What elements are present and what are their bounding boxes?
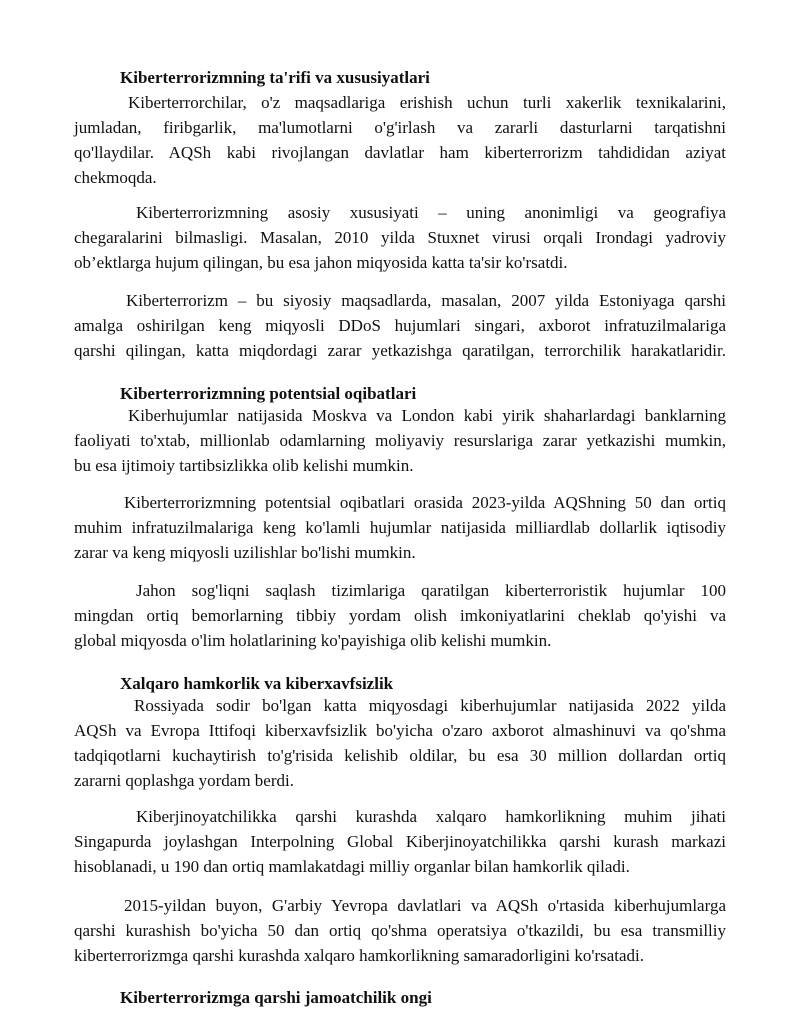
text-line: Kiberjinoyatchilikka qarshi kurashda xalqaro hamkorlikning muhim jihati <box>136 807 726 826</box>
section-heading: Xalqaro hamkorlik va kiberxavfsizlik <box>120 674 394 693</box>
text-line: muhim infratuzilmalariga keng ko'lamli hujumlar natijasida milliardlab dollarlik iqtisodiy <box>74 518 726 537</box>
text-line: mingdan ortiq bemorlarning tibbiy yordam olish imkoniyatlarini cheklab qo'yishi va <box>74 606 726 625</box>
text-line: global miqyosda o'lim holatlarining ko'payishiga olib kelishi mumkin. <box>74 631 552 650</box>
text-line: kiberterrorizmga qarshi kurashda xalqaro hamkorlikning samaradorligini ko'rsatadi. <box>74 946 645 965</box>
text-line: Kiberterrorchilar, o'z maqsadlariga erishish uchun turli xakerlik texnikalarini, <box>128 93 726 112</box>
paragraph <box>74 200 726 275</box>
text-line: ob’ektlarga hujum qilingan, bu esa jahon miqyosida katta ta'sir ko'rsatdi. <box>74 253 568 272</box>
text-line: Jahon sog'liqni saqlash tizimlariga qaratilgan kiberterroristik hujumlar 100 <box>136 581 726 600</box>
section-heading: Kiberterrorizmning potentsial oqibatlari <box>120 384 417 403</box>
text-line: Singapurda joylashgan Interpolning Global Kiberjinoyatchilikka qarshi kurash markazi <box>74 832 726 851</box>
paragraph <box>74 804 726 879</box>
text-line: Kiberterrorizm – bu siyosiy maqsadlarda, masalan, 2007 yilda Estoniyaga qarshi <box>126 291 726 310</box>
text-line: zararni qoplashga yordam berdi. <box>74 771 294 790</box>
text-line: Kiberterrorizmning potentsial oqibatlari orasida 2023-yilda AQShning 50 dan ortiq <box>124 493 726 512</box>
text-line: faoliyati to'xtab, millionlab odamlarning moliyaviy resurslariga zarar yetkazishi mumkin, <box>74 431 726 450</box>
text-line: qarshi kurashish bo'yicha 50 dan ortiq qo'shma operatsiya o'tkazildi, bu esa transmilliy <box>74 921 726 940</box>
text-line: chekmoqda. <box>74 168 157 187</box>
paragraph <box>74 893 726 968</box>
text-line: 2015-yildan buyon, G'arbiy Yevropa davlatlari va AQSh o'rtasida kiberhujumlarga <box>124 896 726 915</box>
text-line: amalga oshirilgan keng miqyosli DDoS hujumlari singari, axborot infratuzilmalariga <box>74 316 726 335</box>
text-line: qarshi qilingan, katta miqdordagi zarar yetkazishga qaratilgan, terrorchilik harakatlaridir. <box>74 341 726 360</box>
text-line: qo'llaydilar. AQSh kabi rivojlangan davlatlar ham kiberterrorizm tahdididan aziyat <box>74 143 726 162</box>
text-line: bu esa ijtimoiy tartibsizlikka olib kelishi mumkin. <box>74 456 414 475</box>
text-line: AQSh va Evropa Ittifoqi kiberxavfsizlik bo'yicha o'zaro axborot almashinuvi va qo'shma <box>74 721 726 740</box>
paragraph <box>74 90 726 190</box>
section-heading: Kiberterrorizmning ta'rifi va xususiyatlari <box>120 68 430 87</box>
text-line: hisoblanadi, u 190 dan ortiq mamlakatdagi milliy organlar bilan hamkorlik qiladi. <box>74 857 630 876</box>
paragraph <box>74 490 726 565</box>
paragraph <box>74 288 726 363</box>
paragraph <box>74 578 726 653</box>
section-heading: Kiberterrorizmga qarshi jamoatchilik ongi <box>120 988 432 1007</box>
text-line: Rossiyada sodir bo'lgan katta miqyosdagi kiberhujumlar natijasida 2022 yilda <box>134 696 726 715</box>
text-line: chegaralarini bilmasligi. Masalan, 2010 yilda Stuxnet virusi orqali Irondagi yadroviy <box>74 228 726 247</box>
text-line: tadqiqotlarni kuchaytirish to'g'risida kelishib oldilar, bu esa 30 million dollardan ortiq <box>74 746 726 765</box>
text-line: zarar va keng miqyosli uzilishlar bo'lishi mumkin. <box>74 543 416 562</box>
text-line: jumladan, firibgarlik, ma'lumotlarni o'g'irlash va zararli dasturlarni tarqatishni <box>74 118 726 137</box>
text-line: Kiberhujumlar natijasida Moskva va London kabi yirik shaharlardagi banklarning <box>128 406 726 425</box>
text-line: Kiberterrorizmning asosiy xususiyati – uning anonimligi va geografiya <box>136 203 726 222</box>
paragraph <box>74 693 726 793</box>
paragraph <box>74 403 726 478</box>
